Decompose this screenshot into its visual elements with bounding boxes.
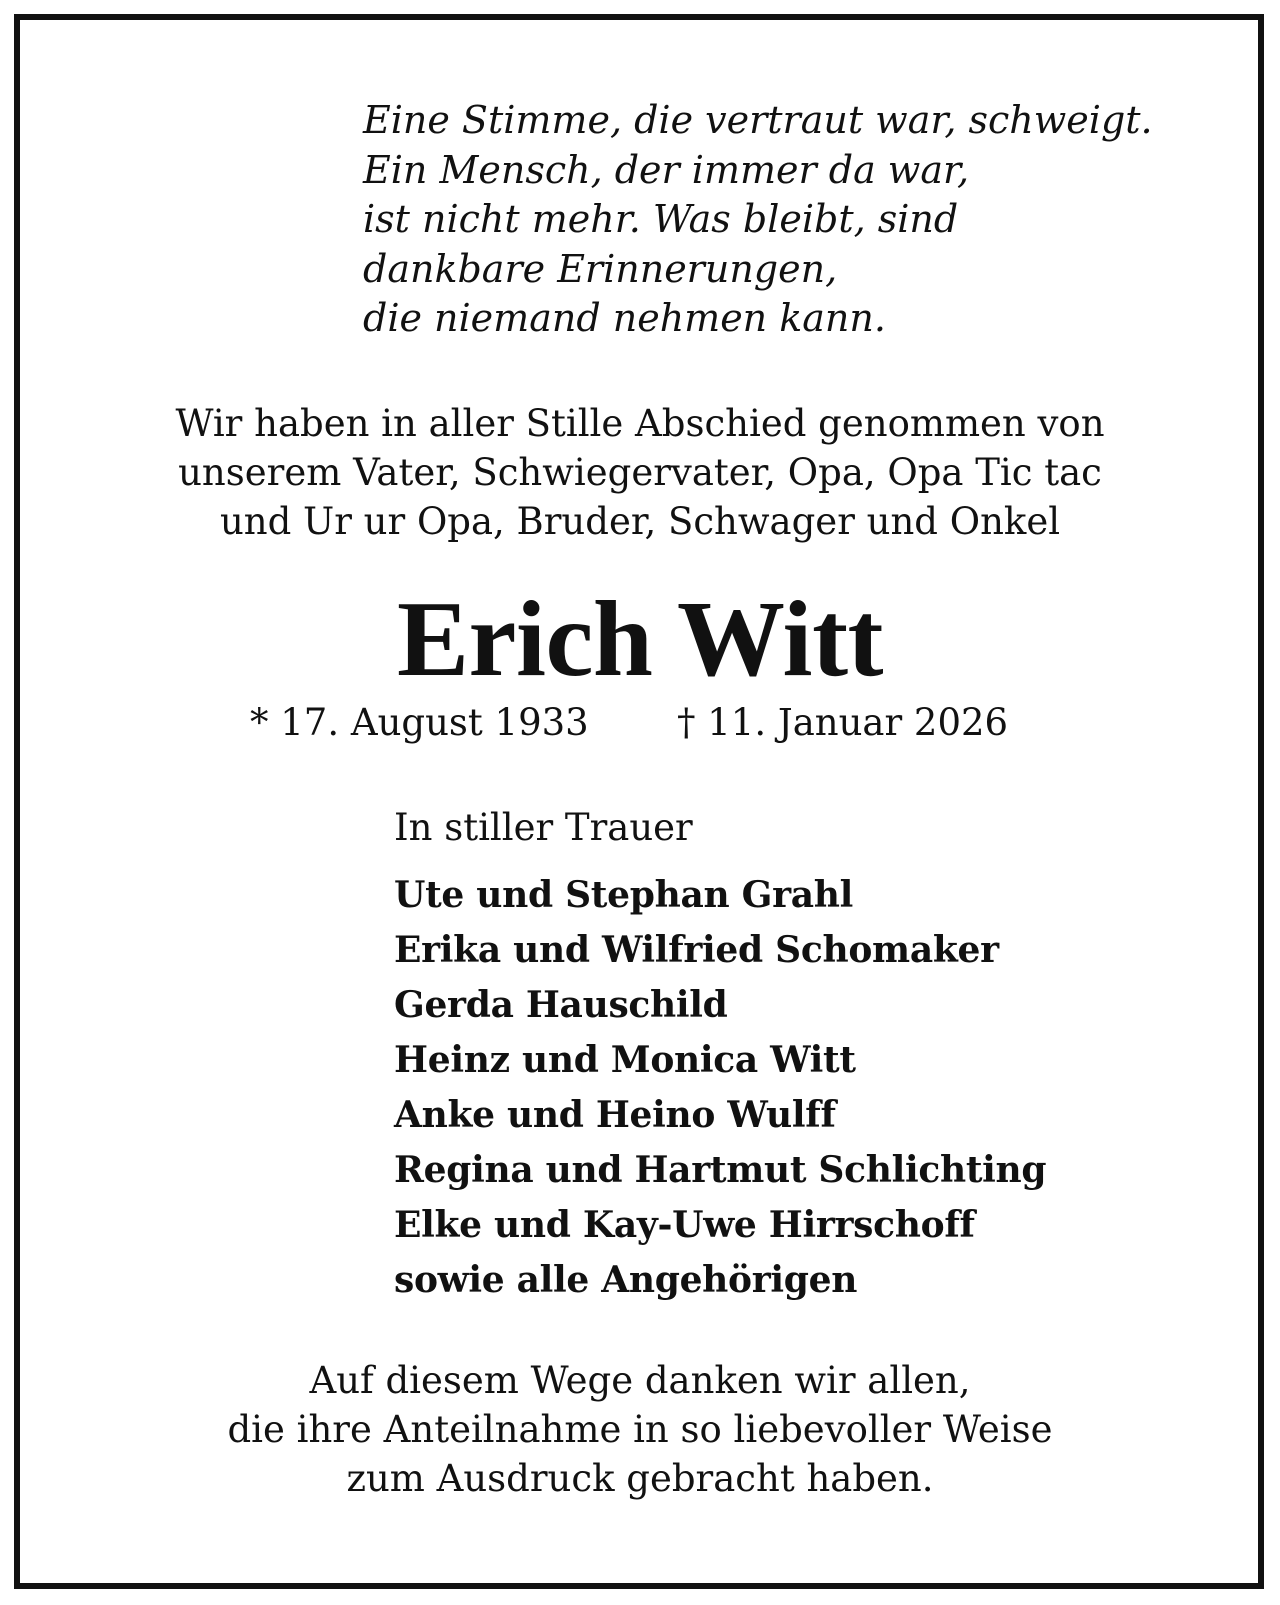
thanks-line: die ihre Anteilnahme in so liebevoller Weise xyxy=(227,1408,1053,1451)
mourner-entry: Heinz und Monica Witt xyxy=(394,1039,856,1081)
mourner-entry: sowie alle Angehörigen xyxy=(394,1259,858,1301)
birth-date: * 17. August 1933 xyxy=(250,701,589,744)
death-date: † 11. Januar 2026 xyxy=(677,701,1009,744)
thanks-note xyxy=(0,1356,1280,1503)
poem-line: ist nicht mehr. Was bleibt, sind xyxy=(363,197,959,241)
poem-line: Eine Stimme, die vertraut war, schweigt. xyxy=(363,98,1153,142)
mourner-entry: Ute und Stephan Grahl xyxy=(394,874,854,916)
thanks-line: zum Ausdruck gebracht haben. xyxy=(346,1457,934,1500)
mourners-list xyxy=(394,868,1046,1308)
poem-line: dankbare Erinnerungen, xyxy=(363,246,838,291)
thanks-line: Auf diesem Wege danken wir allen, xyxy=(309,1359,971,1402)
poem xyxy=(363,96,1153,344)
announcement-line: Wir haben in aller Stille Abschied genommen von xyxy=(175,402,1105,445)
mourner-entry: Elke und Kay-Uwe Hirrschoff xyxy=(394,1204,975,1246)
mourner-entry: Regina und Hartmut Schlichting xyxy=(394,1149,1047,1191)
poem-line: die niemand nehmen kann. xyxy=(363,296,886,340)
announcement-line: unserem Vater, Schwiegervater, Opa, Opa Tic tac xyxy=(178,451,1102,494)
announcement-line: und Ur ur Opa, Bruder, Schwager und Onkel xyxy=(219,500,1061,543)
mourning-intro: In stiller Trauer xyxy=(394,806,693,849)
deceased-name: Erich Witt xyxy=(396,580,883,699)
mourner-entry: Anke und Heino Wulff xyxy=(394,1094,836,1136)
farewell-announcement xyxy=(0,399,1280,546)
poem-line: Ein Mensch, der immer da war, xyxy=(363,147,970,192)
mourner-entry: Gerda Hauschild xyxy=(394,984,728,1026)
mourner-entry: Erika und Wilfried Schomaker xyxy=(394,929,999,971)
